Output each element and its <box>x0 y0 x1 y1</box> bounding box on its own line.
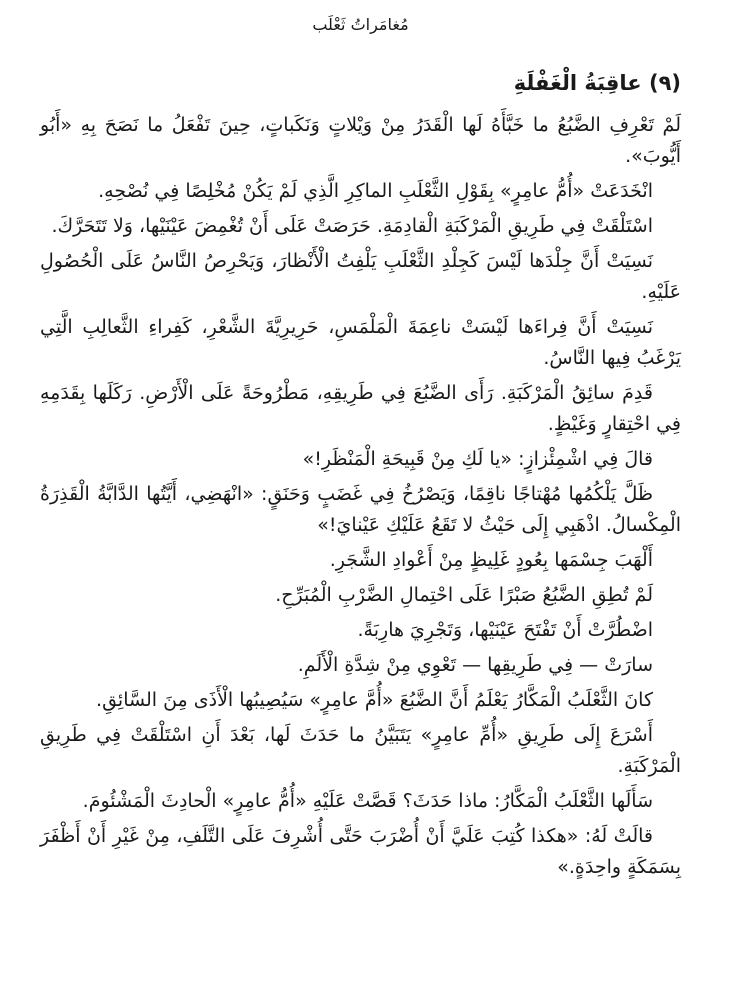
paragraph: قالَتْ لَهُ: «هكذا كُتِبَ عَلَيَّ أَنْ أُضْرَبَ حَتَّى أُشْرِفَ عَلَى التَّلَفِ، مِنْ غَيْرِ أَنْ أَظْفَرَ بِسَمَكَةٍ واحِدَةٍ.» <box>40 825 681 878</box>
paragraph: نَسِيَتْ أَنَّ فِراءَها لَيْسَتْ ناعِمَةَ الْمَلْمَسِ، حَرِيرِيَّةَ الشَّعْرِ، كَفِراءِ الثَّعالِبِ الَّتِي يَرْغَبُ فِيها النَّاسُ. <box>40 316 681 369</box>
paragraph: أَسْرَعَ إِلَى طَرِيقِ «أُمِّ عامِرٍ» يَتَبَيَّنُ ما حَدَثَ لَها، بَعْدَ أَنِ اسْتَلْقَتْ فِي طَرِيقِ الْمَرْكَبَةِ. <box>40 724 681 777</box>
paragraph: قَدِمَ سائِقُ الْمَرْكَبَةِ. رَأَى الضَّبُعَ فِي طَرِيقِهِ، مَطْرُوحَةً عَلَى الْأَرْضِ. رَكَلَها بِقَدَمِهِ فِي احْتِقارٍ وَغَيْظٍ. <box>40 382 681 435</box>
paragraph: لَمْ تَعْرِفِ الضَّبُعُ ما خَبَّأَهُ لَها الْقَدَرُ مِنْ وَيْلاتٍ وَنَكَباتٍ، حِينَ تَفْعَلُ ما نَصَحَ بِهِ «أَبُو أَيُّوبَ». <box>40 114 681 167</box>
paragraph: سارَتْ — فِي طَرِيقِها — تَعْوِي مِنْ شِدَّةِ الْأَلَمِ. <box>297 654 653 676</box>
paragraph: انْخَدَعَتْ «أُمُّ عامِرٍ» بِقَوْلِ الثَّعْلَبِ الماكِرِ الَّذِي لَمْ يَكُنْ مُخْلِصًا فِي نُصْحِهِ. <box>98 180 653 202</box>
running-title: مُغامَراتُ ثَعْلَب <box>312 15 409 34</box>
paragraph: اضْطُرَّتْ أَنْ تَفْتَحَ عَيْنَيْها، وَتَجْرِيَ هارِبَةً. <box>357 619 653 641</box>
paragraph: أَلْهَبَ جِسْمَها بِعُودٍ غَلِيظٍ مِنْ أَعْوادِ الشَّجَرِ. <box>329 549 653 571</box>
paragraph: كانَ الثَّعْلَبُ الْمَكَّارُ يَعْلَمُ أَنَّ الضَّبُعَ «أُمَّ عامِرٍ» سَيُصِيبُها الْأَذَى مِنَ السَّائِقِ. <box>96 689 653 711</box>
paragraph: اسْتَلْقَتْ فِي طَرِيقِ الْمَرْكَبَةِ الْقادِمَةِ. حَرَصَتْ عَلَى أَنْ تُغْمِضَ عَيْنَيْها، وَلا تَتَحَرَّكَ. <box>51 215 653 237</box>
paragraph: نَسِيَتْ أَنَّ جِلْدَها لَيْسَ كَجِلْدِ الثَّعْلَبِ يَلْفِتُ الْأَنْظارَ، وَيَحْرِصُ النَّاسُ عَلَى الْحُصُولِ عَلَيْهِ. <box>40 250 681 303</box>
paragraph: سَأَلَها الثَّعْلَبُ الْمَكَّارُ: ماذا حَدَثَ؟ قَصَّتْ عَلَيْهِ «أُمُّ عامِرٍ» الْحادِثَ الْمَشْئُومَ. <box>82 790 653 812</box>
paragraph: ظَلَّ يَلْكُمُها مُهْتاجًا ناقِمًا، وَيَصْرُخُ فِي غَضَبٍ وَحَنَقٍ: «انْهَضِي، أَيَّتُها الدَّابَّةُ الْقَذِرَةُ الْمِكْسالُ. اذْهَبِي إِلَى حَيْثُ لا تَقَعُ عَلَيْكِ عَيْنايَ!» <box>40 483 681 536</box>
paragraph: لَمْ تُطِقِ الضَّبُعُ صَبْرًا عَلَى احْتِمالِ الضَّرْبِ الْمُبَرِّحِ. <box>275 584 653 606</box>
chapter-title: (٩) عاقِبَةُ الْغَفْلَةِ <box>513 71 681 95</box>
paragraph: قالَ فِي اشْمِئْزازٍ: «يا لَكِ مِنْ قَبِيحَةِ الْمَنْظَرِ!» <box>302 448 653 470</box>
